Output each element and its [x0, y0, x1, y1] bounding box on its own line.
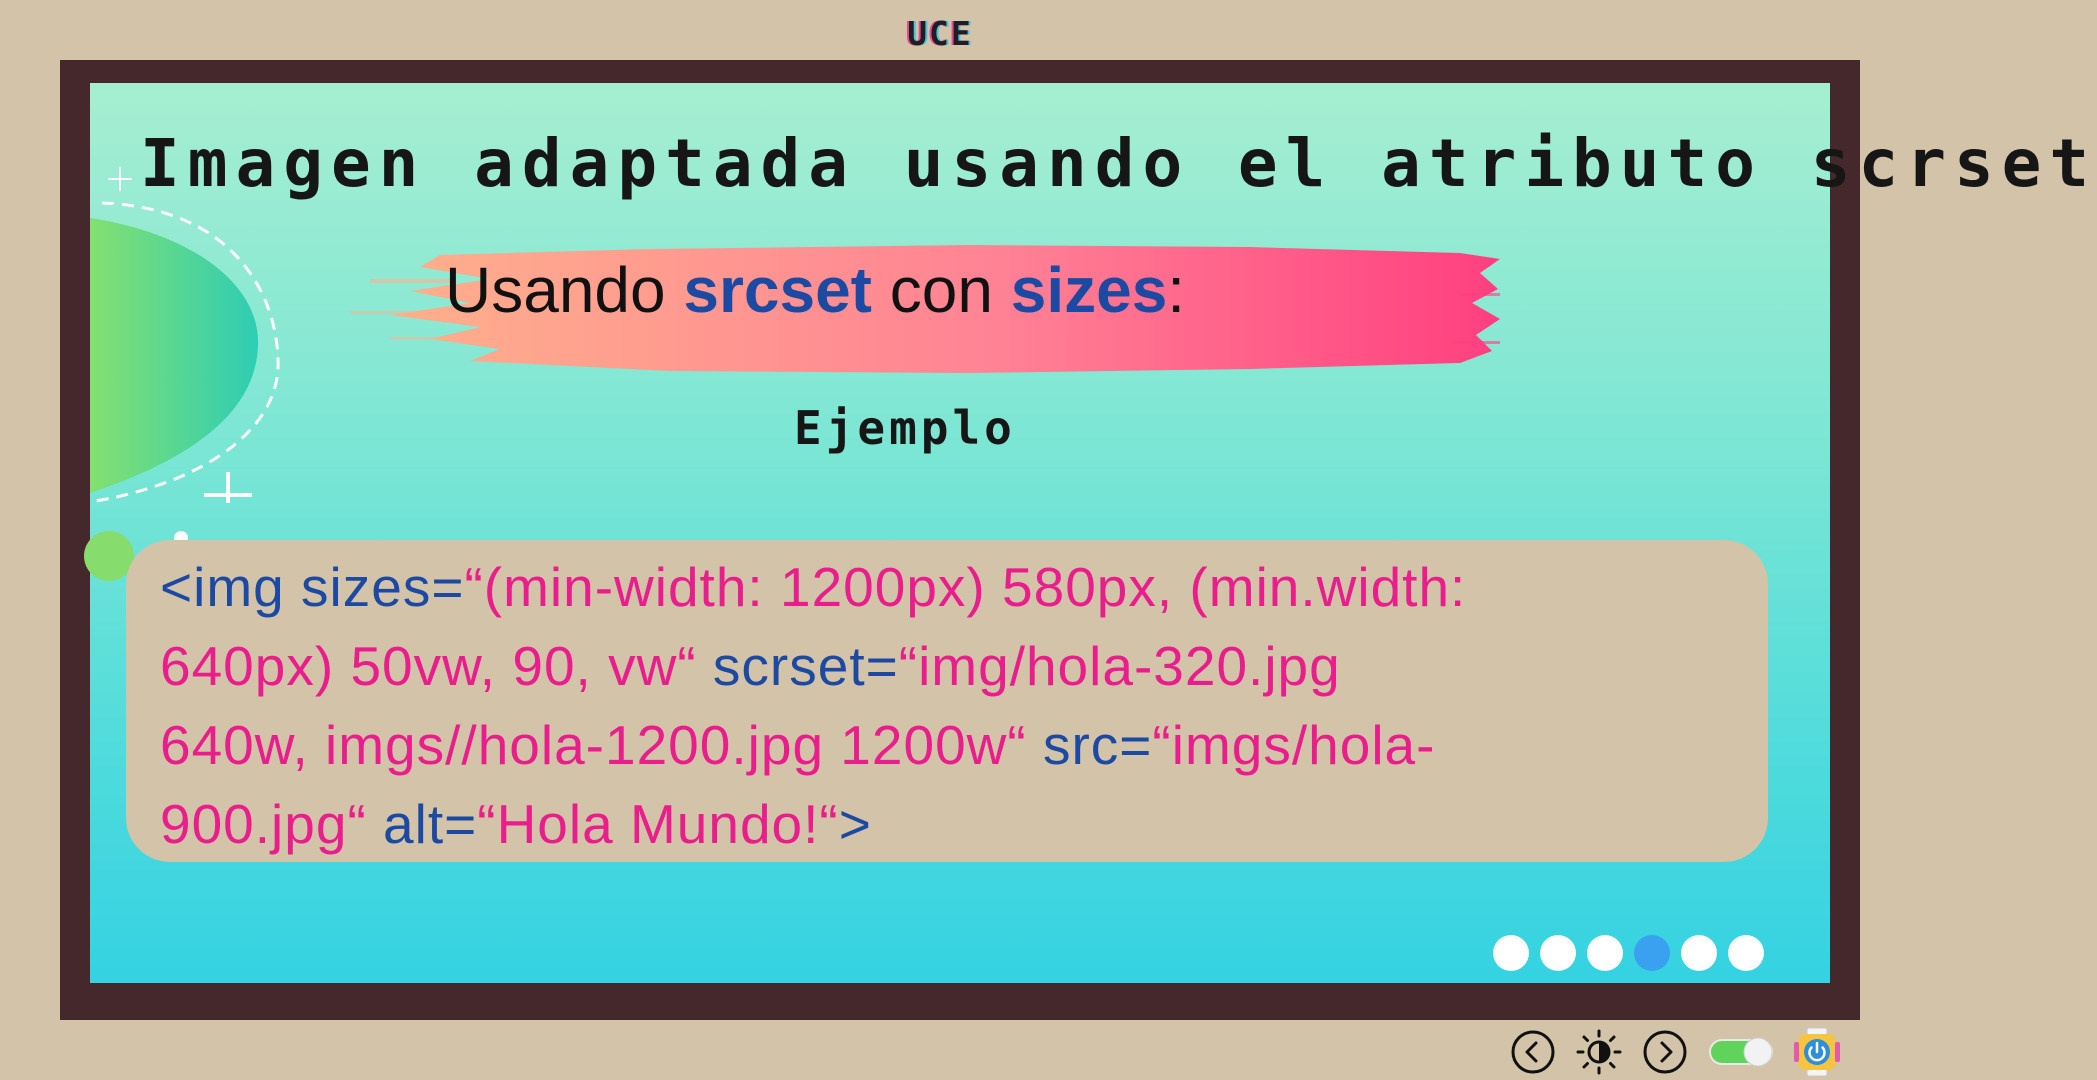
subtitle: [445, 253, 1185, 327]
code-line-3: [160, 706, 1748, 785]
code-token: <img sizes=: [160, 556, 465, 618]
pagination-dot-5[interactable]: [1681, 935, 1717, 971]
subtitle-keyword-sizes: sizes: [1010, 254, 1168, 326]
code-token: “img/hola-320.jpg: [898, 635, 1341, 697]
control-bar: [1510, 1028, 1840, 1076]
brightness-icon[interactable]: [1576, 1029, 1622, 1075]
code-token: src=: [1026, 714, 1153, 776]
code-line-2: [160, 627, 1748, 706]
pagination-dot-3[interactable]: [1587, 935, 1623, 971]
prev-icon[interactable]: [1510, 1029, 1556, 1075]
code-token: “(min-width: 1200px) 580px, (min.width:: [464, 556, 1467, 618]
top-label: UCE: [907, 14, 973, 53]
pagination-dot-2[interactable]: [1540, 935, 1576, 971]
slide: [90, 83, 2097, 983]
code-line-1: [160, 548, 1748, 627]
toggle-switch[interactable]: [1708, 1034, 1774, 1070]
code-token: scrset=: [696, 635, 899, 697]
subtitle-colon: :: [1167, 254, 1186, 326]
subtitle-text-2: con: [871, 254, 1011, 326]
code-token: >: [838, 793, 872, 855]
plus-small-icon: [108, 167, 132, 191]
code-token: “Hola Mundo!“: [477, 793, 839, 855]
code-token: alt=: [366, 793, 478, 855]
example-label: Ejemplo: [794, 401, 1016, 455]
pagination-dot-4-active[interactable]: [1634, 935, 1670, 971]
next-icon[interactable]: [1642, 1029, 1688, 1075]
plus-large-icon: [204, 472, 252, 503]
code-token: 640w, imgs//hola-1200.jpg 1200w“: [160, 714, 1027, 776]
code-token: 900.jpg“: [160, 793, 367, 855]
pagination-dot-6[interactable]: [1728, 935, 1764, 971]
code-box: [126, 540, 1768, 862]
code-line-4: [160, 785, 1748, 864]
power-icon[interactable]: [1794, 1028, 1840, 1076]
code-token: “imgs/hola-: [1152, 714, 1436, 776]
code-token: 640px) 50vw, 90, vw“: [160, 635, 697, 697]
pagination-dots: [1493, 935, 1764, 971]
blob-shape: [90, 218, 258, 493]
subtitle-text-1: Usando: [445, 254, 684, 326]
pagination-dot-1[interactable]: [1493, 935, 1529, 971]
slide-title: Imagen adaptada usando el atributo scrset: [140, 125, 2097, 202]
subtitle-keyword-srcset: srcset: [683, 254, 872, 326]
